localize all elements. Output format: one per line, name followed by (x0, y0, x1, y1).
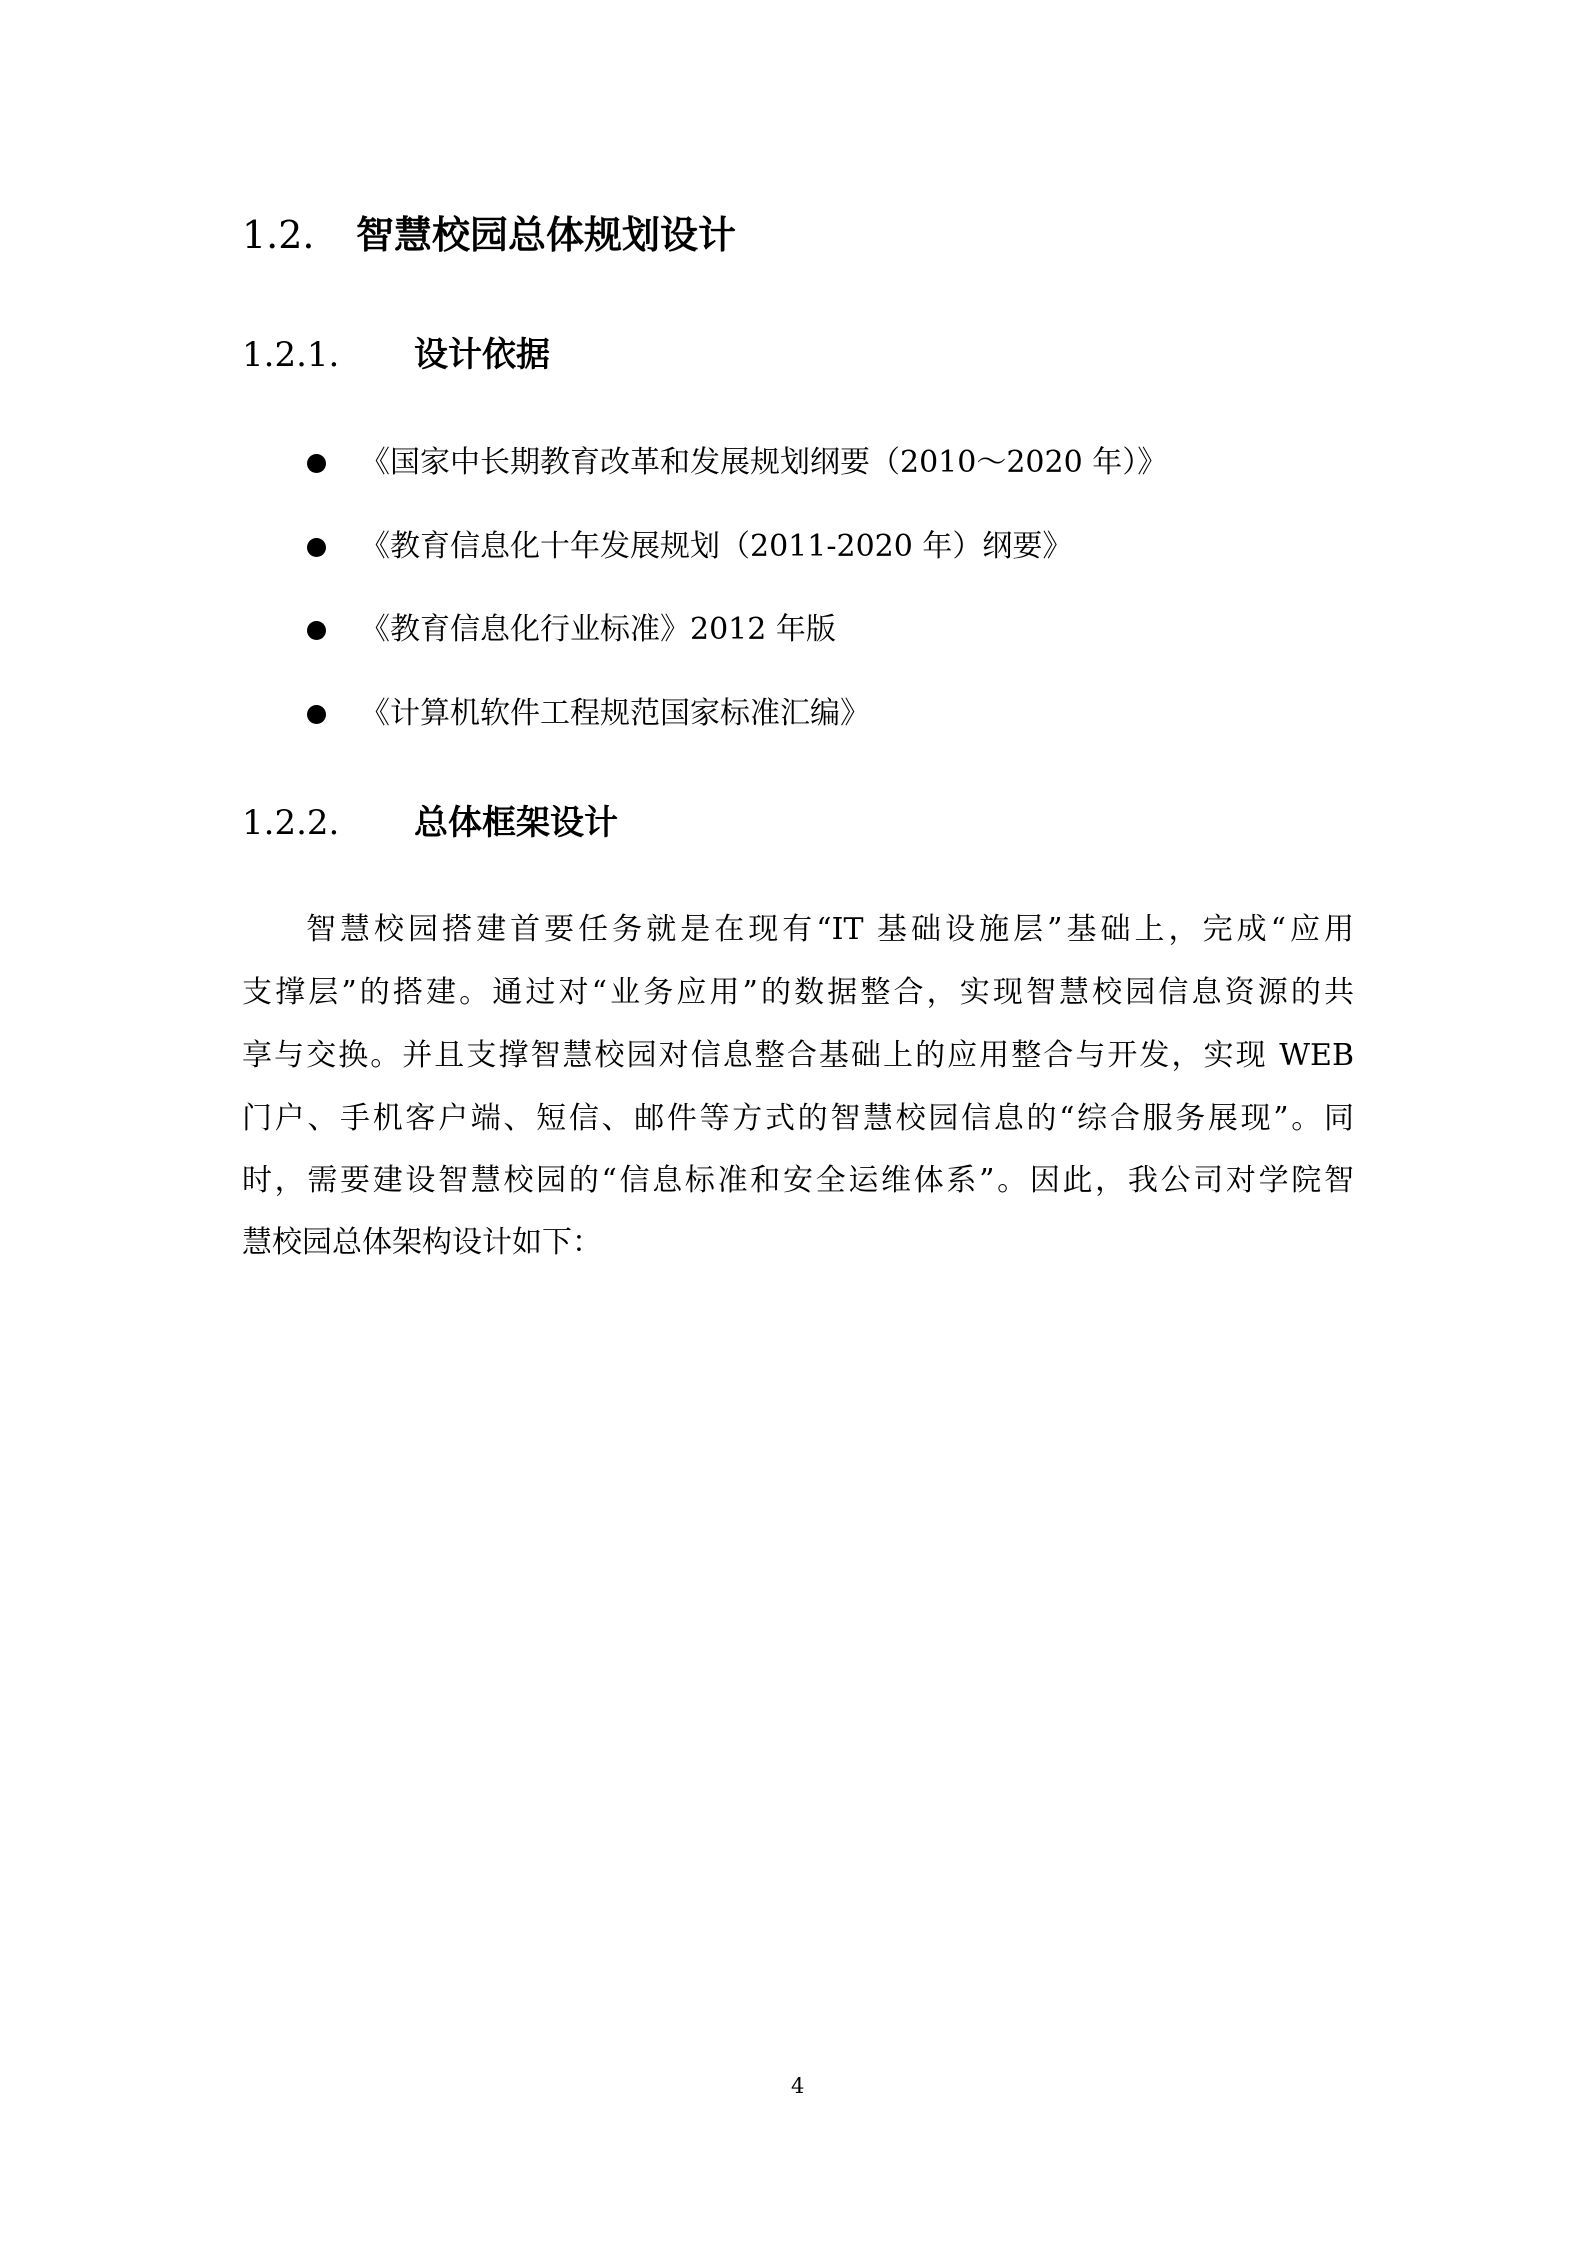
subsection-number: 1.2.1. (242, 335, 340, 375)
page-number: 4 (791, 2074, 805, 2098)
section-title: 智慧校园总体规划设计 (356, 212, 737, 257)
list-item: 《国家中长期教育改革和发展规划纲要（2010～2020 年）》 (360, 445, 1168, 480)
paragraph-line: 智慧校园搭建首要任务就是在现有“IT 基础设施层”基础上，完成“应用 (306, 912, 1354, 947)
list-item: 《教育信息化行业标准》2012 年版 (360, 612, 836, 647)
bullet-icon (307, 705, 326, 724)
subsection-number: 1.2.2. (242, 803, 340, 843)
paragraph-line: 支撑层”的搭建。通过对“业务应用”的数据整合，实现智慧校园信息资源的共 (242, 975, 1354, 1010)
paragraph-line: 享与交换。并且支撑智慧校园对信息整合基础上的应用整合与开发，实现 WEB (242, 1038, 1354, 1073)
paragraph-line: 时，需要建设智慧校园的“信息标准和安全运维体系”。因此，我公司对学院智 (242, 1163, 1354, 1198)
bullet-icon (307, 621, 326, 640)
subsection-title: 总体框架设计 (414, 803, 618, 843)
bullet-icon (307, 538, 326, 557)
list-item: 《教育信息化十年发展规划（2011-2020 年）纲要》 (360, 529, 1073, 564)
bullet-icon (307, 454, 326, 473)
subsection-title: 设计依据 (414, 335, 550, 375)
list-item: 《计算机软件工程规范国家标准汇编》 (360, 696, 870, 731)
paragraph-line: 门户、手机客户端、短信、邮件等方式的智慧校园信息的“综合服务展现”。同 (242, 1101, 1354, 1136)
section-number: 1.2. (242, 213, 315, 257)
paragraph-line: 慧校园总体架构设计如下： (242, 1225, 602, 1260)
